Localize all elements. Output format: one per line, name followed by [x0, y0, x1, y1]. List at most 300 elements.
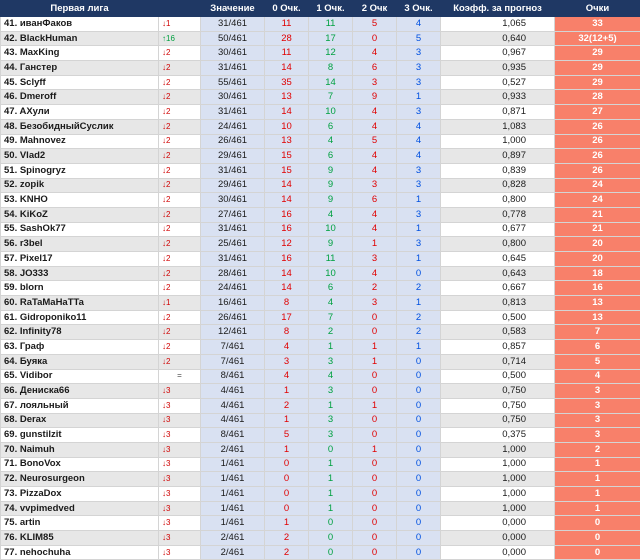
- points-1-cell: 9: [309, 178, 353, 193]
- value-cell: 4/461: [201, 398, 265, 413]
- table-row[interactable]: [1, 545, 640, 560]
- points-1-cell: 9: [309, 163, 353, 178]
- table-row[interactable]: [1, 442, 640, 457]
- value-cell: 2/461: [201, 531, 265, 546]
- player-name: 62. Infinity78: [1, 325, 159, 340]
- points-3-cell: 4: [397, 17, 441, 32]
- points-2-cell: 1: [353, 442, 397, 457]
- points-1-cell: 10: [309, 105, 353, 120]
- rank-change: ↓1: [159, 296, 201, 311]
- value-cell: 50/461: [201, 31, 265, 46]
- points-3-cell: 3: [397, 105, 441, 120]
- value-cell: 29/461: [201, 149, 265, 164]
- table-row[interactable]: [1, 178, 640, 193]
- points-1-cell: 12: [309, 46, 353, 61]
- points-1-cell: 0: [309, 545, 353, 560]
- points-2-cell: 1: [353, 398, 397, 413]
- rank-change: ↑16: [159, 31, 201, 46]
- total-points-cell: 18: [555, 266, 640, 281]
- points-0-cell: 8: [265, 325, 309, 340]
- coefficient-cell: 1,083: [441, 119, 555, 134]
- total-points-cell: 7: [555, 325, 640, 340]
- points-2-cell: 3: [353, 75, 397, 90]
- points-0-cell: 11: [265, 17, 309, 32]
- points-1-cell: 4: [309, 207, 353, 222]
- value-cell: 24/461: [201, 119, 265, 134]
- total-points-cell: 20: [555, 237, 640, 252]
- points-2-cell: 0: [353, 545, 397, 560]
- points-3-cell: 3: [397, 207, 441, 222]
- rank-change: ↓3: [159, 531, 201, 546]
- points-1-cell: 4: [309, 134, 353, 149]
- points-1-cell: 1: [309, 472, 353, 487]
- value-cell: 1/461: [201, 501, 265, 516]
- rank-change: ↓1: [159, 17, 201, 32]
- total-points-cell: 3: [555, 384, 640, 399]
- player-name: 63. Граф: [1, 340, 159, 355]
- points-2-cell: 1: [353, 354, 397, 369]
- total-points-cell: 29: [555, 46, 640, 61]
- points-0-cell: 11: [265, 46, 309, 61]
- rank-change: ↓2: [159, 237, 201, 252]
- rank-change: =: [159, 369, 201, 384]
- points-1-cell: 6: [309, 281, 353, 296]
- points-3-cell: 4: [397, 134, 441, 149]
- points-2-cell: 0: [353, 472, 397, 487]
- points-3-cell: 0: [397, 354, 441, 369]
- points-0-cell: 5: [265, 428, 309, 443]
- rank-change: ↓2: [159, 354, 201, 369]
- value-cell: 55/461: [201, 75, 265, 90]
- value-cell: 1/461: [201, 457, 265, 472]
- points-1-cell: 14: [309, 75, 353, 90]
- points-0-cell: 12: [265, 237, 309, 252]
- player-name: 58. JO333: [1, 266, 159, 281]
- points-1-cell: 10: [309, 266, 353, 281]
- total-points-cell: 26: [555, 149, 640, 164]
- rank-change: ↓3: [159, 501, 201, 516]
- rank-change: ↓3: [159, 398, 201, 413]
- table-row[interactable]: [1, 75, 640, 90]
- rank-change: ↓2: [159, 207, 201, 222]
- points-3-cell: 5: [397, 31, 441, 46]
- points-0-cell: 0: [265, 501, 309, 516]
- value-cell: 26/461: [201, 134, 265, 149]
- player-name: 69. gunstilzit: [1, 428, 159, 443]
- player-name: 70. Naimuh: [1, 442, 159, 457]
- table-row[interactable]: [1, 413, 640, 428]
- coefficient-cell: 0,375: [441, 428, 555, 443]
- player-name: 56. r3bel: [1, 237, 159, 252]
- coefficient-cell: 0,583: [441, 325, 555, 340]
- rank-change: ↓3: [159, 442, 201, 457]
- points-0-cell: 14: [265, 193, 309, 208]
- points-0-cell: 0: [265, 472, 309, 487]
- points-3-cell: 1: [397, 252, 441, 267]
- points-1-cell: 11: [309, 17, 353, 32]
- points-1-cell: 1: [309, 487, 353, 502]
- points-3-cell: 2: [397, 310, 441, 325]
- points-1-cell: 0: [309, 442, 353, 457]
- points-2-cell: 2: [353, 281, 397, 296]
- points-2-cell: 3: [353, 296, 397, 311]
- player-name: 67. лояльный: [1, 398, 159, 413]
- points-0-cell: 16: [265, 222, 309, 237]
- points-1-cell: 1: [309, 501, 353, 516]
- points-3-cell: 3: [397, 46, 441, 61]
- points-2-cell: 0: [353, 310, 397, 325]
- table-row[interactable]: [1, 531, 640, 546]
- player-name: 57. Pixel17: [1, 252, 159, 267]
- points-0-cell: 13: [265, 90, 309, 105]
- coefficient-cell: 1,000: [441, 501, 555, 516]
- rank-change: ↓3: [159, 428, 201, 443]
- value-cell: 7/461: [201, 340, 265, 355]
- value-cell: 25/461: [201, 237, 265, 252]
- total-points-cell: 16: [555, 281, 640, 296]
- player-name: 60. RaTaMaHaTTa: [1, 296, 159, 311]
- table-row[interactable]: [1, 501, 640, 516]
- points-0-cell: 3: [265, 354, 309, 369]
- points-1-cell: 1: [309, 457, 353, 472]
- coefficient-cell: 0,897: [441, 149, 555, 164]
- player-name: 68. Derax: [1, 413, 159, 428]
- player-name: 75. artin: [1, 516, 159, 531]
- rank-change: ↓2: [159, 222, 201, 237]
- points-0-cell: 4: [265, 340, 309, 355]
- player-name: 54. KiKoZ: [1, 207, 159, 222]
- points-0-cell: 15: [265, 163, 309, 178]
- total-points-cell: 3: [555, 413, 640, 428]
- table-row[interactable]: [1, 222, 640, 237]
- points-3-cell: 3: [397, 178, 441, 193]
- points-1-cell: 6: [309, 149, 353, 164]
- points-0-cell: 17: [265, 310, 309, 325]
- points-3-cell: 0: [397, 428, 441, 443]
- rank-change: ↓3: [159, 413, 201, 428]
- total-points-cell: 26: [555, 163, 640, 178]
- points-2-cell: 5: [353, 17, 397, 32]
- coefficient-cell: 1,000: [441, 457, 555, 472]
- coefficient-cell: 1,065: [441, 17, 555, 32]
- points-1-cell: 9: [309, 237, 353, 252]
- points-0-cell: 14: [265, 266, 309, 281]
- player-name: 45. Sclyff: [1, 75, 159, 90]
- table-row[interactable]: [1, 472, 640, 487]
- points-3-cell: 0: [397, 545, 441, 560]
- points-2-cell: 0: [353, 413, 397, 428]
- points-2-cell: 0: [353, 384, 397, 399]
- header-points-3[interactable]: 3 Очк.: [397, 1, 441, 17]
- table-row[interactable]: [1, 237, 640, 252]
- total-points-cell: 4: [555, 369, 640, 384]
- total-points-cell: 27: [555, 105, 640, 120]
- points-0-cell: 2: [265, 398, 309, 413]
- points-2-cell: 6: [353, 193, 397, 208]
- header-league[interactable]: Первая лига: [1, 1, 159, 17]
- points-3-cell: 1: [397, 340, 441, 355]
- value-cell: 7/461: [201, 354, 265, 369]
- value-cell: 30/461: [201, 46, 265, 61]
- table-row[interactable]: [1, 457, 640, 472]
- header-total-points[interactable]: Очки: [555, 1, 640, 17]
- points-1-cell: 3: [309, 384, 353, 399]
- table-row[interactable]: [1, 428, 640, 443]
- rank-change: ↓2: [159, 252, 201, 267]
- points-3-cell: 2: [397, 281, 441, 296]
- coefficient-cell: 0,750: [441, 384, 555, 399]
- points-3-cell: 0: [397, 472, 441, 487]
- header-row: [1, 1, 640, 17]
- points-0-cell: 8: [265, 296, 309, 311]
- header-points-1[interactable]: 1 Очк.: [309, 1, 353, 17]
- rank-change: ↓3: [159, 384, 201, 399]
- points-1-cell: 7: [309, 90, 353, 105]
- points-0-cell: 16: [265, 252, 309, 267]
- table-row[interactable]: [1, 487, 640, 502]
- total-points-cell: 20: [555, 252, 640, 267]
- points-3-cell: 0: [397, 398, 441, 413]
- points-0-cell: 28: [265, 31, 309, 46]
- rank-change: ↓2: [159, 105, 201, 120]
- table-row[interactable]: [1, 61, 640, 76]
- points-0-cell: 1: [265, 384, 309, 399]
- player-name: 66. Дениска66: [1, 384, 159, 399]
- coefficient-cell: 0,800: [441, 193, 555, 208]
- coefficient-cell: 0,778: [441, 207, 555, 222]
- coefficient-cell: 0,813: [441, 296, 555, 311]
- rank-change: ↓3: [159, 487, 201, 502]
- points-1-cell: 8: [309, 61, 353, 76]
- points-0-cell: 4: [265, 369, 309, 384]
- value-cell: 26/461: [201, 310, 265, 325]
- rank-change: ↓2: [159, 149, 201, 164]
- total-points-cell: 33: [555, 17, 640, 32]
- points-3-cell: 3: [397, 75, 441, 90]
- player-name: 42. BlackHuman: [1, 31, 159, 46]
- table-row[interactable]: [1, 134, 640, 149]
- points-2-cell: 4: [353, 222, 397, 237]
- points-1-cell: 3: [309, 428, 353, 443]
- player-name: 43. MaxKing: [1, 46, 159, 61]
- points-3-cell: 0: [397, 413, 441, 428]
- table-row[interactable]: [1, 46, 640, 61]
- points-0-cell: 15: [265, 149, 309, 164]
- table-row[interactable]: [1, 207, 640, 222]
- value-cell: 4/461: [201, 384, 265, 399]
- total-points-cell: 32(12+5): [555, 31, 640, 46]
- value-cell: 24/461: [201, 281, 265, 296]
- coefficient-cell: 0,714: [441, 354, 555, 369]
- player-name: 74. vvpimedved: [1, 501, 159, 516]
- table-row[interactable]: [1, 325, 640, 340]
- total-points-cell: 13: [555, 296, 640, 311]
- points-2-cell: 0: [353, 457, 397, 472]
- rank-change: ↓2: [159, 310, 201, 325]
- player-name: 53. KNHO: [1, 193, 159, 208]
- points-3-cell: 4: [397, 149, 441, 164]
- player-name: 71. BonoVox: [1, 457, 159, 472]
- value-cell: 31/461: [201, 105, 265, 120]
- points-3-cell: 2: [397, 325, 441, 340]
- total-points-cell: 21: [555, 222, 640, 237]
- value-cell: 1/461: [201, 472, 265, 487]
- rank-change: ↓3: [159, 516, 201, 531]
- points-3-cell: 0: [397, 369, 441, 384]
- table-row[interactable]: [1, 310, 640, 325]
- coefficient-cell: 0,857: [441, 340, 555, 355]
- rank-change: ↓3: [159, 472, 201, 487]
- rank-change: ↓2: [159, 340, 201, 355]
- points-1-cell: 7: [309, 310, 353, 325]
- total-points-cell: 0: [555, 545, 640, 560]
- rank-change: ↓2: [159, 61, 201, 76]
- table-row[interactable]: [1, 340, 640, 355]
- points-2-cell: 3: [353, 252, 397, 267]
- player-name: 65. Vidibor: [1, 369, 159, 384]
- table-row[interactable]: [1, 354, 640, 369]
- header-points-0[interactable]: 0 Очк.: [265, 1, 309, 17]
- points-1-cell: 3: [309, 354, 353, 369]
- coefficient-cell: 0,750: [441, 413, 555, 428]
- player-name: 61. Gidroponiko11: [1, 310, 159, 325]
- player-name: 51. Spinogryz: [1, 163, 159, 178]
- points-2-cell: 4: [353, 207, 397, 222]
- table-row[interactable]: [1, 163, 640, 178]
- total-points-cell: 21: [555, 207, 640, 222]
- points-1-cell: 9: [309, 193, 353, 208]
- value-cell: 1/461: [201, 516, 265, 531]
- table-row[interactable]: [1, 193, 640, 208]
- points-3-cell: 0: [397, 487, 441, 502]
- header-value[interactable]: Значение: [201, 1, 265, 17]
- player-name: 46. Dmeroff: [1, 90, 159, 105]
- points-0-cell: 0: [265, 487, 309, 502]
- total-points-cell: 1: [555, 472, 640, 487]
- total-points-cell: 24: [555, 193, 640, 208]
- coefficient-cell: 1,000: [441, 487, 555, 502]
- value-cell: 16/461: [201, 296, 265, 311]
- table-row[interactable]: [1, 252, 640, 267]
- points-0-cell: 14: [265, 281, 309, 296]
- value-cell: 8/461: [201, 369, 265, 384]
- points-3-cell: 0: [397, 457, 441, 472]
- points-2-cell: 0: [353, 369, 397, 384]
- table-row[interactable]: [1, 149, 640, 164]
- points-1-cell: 0: [309, 531, 353, 546]
- value-cell: 30/461: [201, 193, 265, 208]
- points-0-cell: 14: [265, 61, 309, 76]
- table-body: [1, 17, 640, 560]
- header-points-2[interactable]: 2 Очк: [353, 1, 397, 17]
- points-0-cell: 14: [265, 105, 309, 120]
- table-row[interactable]: [1, 296, 640, 311]
- coefficient-cell: 0,500: [441, 369, 555, 384]
- points-3-cell: 0: [397, 442, 441, 457]
- points-2-cell: 4: [353, 119, 397, 134]
- table-row[interactable]: [1, 369, 640, 384]
- table-row[interactable]: [1, 105, 640, 120]
- total-points-cell: 29: [555, 61, 640, 76]
- rank-change: ↓2: [159, 90, 201, 105]
- player-name: 55. SashOk77: [1, 222, 159, 237]
- rank-change: ↓2: [159, 266, 201, 281]
- rank-change: ↓3: [159, 457, 201, 472]
- total-points-cell: 0: [555, 531, 640, 546]
- player-name: 41. иванФаков: [1, 17, 159, 32]
- value-cell: 2/461: [201, 545, 265, 560]
- value-cell: 12/461: [201, 325, 265, 340]
- points-3-cell: 0: [397, 384, 441, 399]
- table-row[interactable]: [1, 516, 640, 531]
- points-2-cell: 0: [353, 516, 397, 531]
- points-1-cell: 11: [309, 252, 353, 267]
- value-cell: 31/461: [201, 17, 265, 32]
- table-row[interactable]: [1, 31, 640, 46]
- total-points-cell: 5: [555, 354, 640, 369]
- table-row[interactable]: [1, 119, 640, 134]
- coefficient-cell: 0,933: [441, 90, 555, 105]
- header-coefficient[interactable]: Коэфф. за прогноз: [441, 1, 555, 17]
- total-points-cell: 26: [555, 119, 640, 134]
- coefficient-cell: 0,000: [441, 531, 555, 546]
- player-name: 44. Ганстер: [1, 61, 159, 76]
- points-3-cell: 3: [397, 237, 441, 252]
- points-2-cell: 4: [353, 266, 397, 281]
- table-row[interactable]: [1, 398, 640, 413]
- player-name: 64. Буяка: [1, 354, 159, 369]
- coefficient-cell: 0,750: [441, 398, 555, 413]
- coefficient-cell: 0,643: [441, 266, 555, 281]
- value-cell: 31/461: [201, 222, 265, 237]
- player-name: 76. KLIM85: [1, 531, 159, 546]
- coefficient-cell: 1,000: [441, 472, 555, 487]
- table-row[interactable]: [1, 384, 640, 399]
- value-cell: 28/461: [201, 266, 265, 281]
- points-1-cell: 10: [309, 222, 353, 237]
- value-cell: 31/461: [201, 163, 265, 178]
- header-change: [159, 1, 201, 17]
- player-name: 73. PizzaDox: [1, 487, 159, 502]
- table-row[interactable]: [1, 90, 640, 105]
- coefficient-cell: 0,000: [441, 545, 555, 560]
- rank-change: ↓2: [159, 119, 201, 134]
- points-3-cell: 1: [397, 222, 441, 237]
- points-2-cell: 1: [353, 340, 397, 355]
- coefficient-cell: 0,500: [441, 310, 555, 325]
- points-0-cell: 1: [265, 442, 309, 457]
- points-0-cell: 1: [265, 516, 309, 531]
- total-points-cell: 0: [555, 516, 640, 531]
- table-row[interactable]: [1, 17, 640, 32]
- points-1-cell: 3: [309, 413, 353, 428]
- points-2-cell: 0: [353, 428, 397, 443]
- points-3-cell: 1: [397, 90, 441, 105]
- value-cell: 29/461: [201, 178, 265, 193]
- points-2-cell: 4: [353, 163, 397, 178]
- total-points-cell: 1: [555, 501, 640, 516]
- table-row[interactable]: [1, 281, 640, 296]
- table-row[interactable]: [1, 266, 640, 281]
- value-cell: 4/461: [201, 413, 265, 428]
- points-2-cell: 0: [353, 487, 397, 502]
- points-3-cell: 3: [397, 163, 441, 178]
- total-points-cell: 1: [555, 487, 640, 502]
- player-name: 72. Neurosurgeon: [1, 472, 159, 487]
- points-3-cell: 3: [397, 61, 441, 76]
- points-0-cell: 35: [265, 75, 309, 90]
- coefficient-cell: 0,871: [441, 105, 555, 120]
